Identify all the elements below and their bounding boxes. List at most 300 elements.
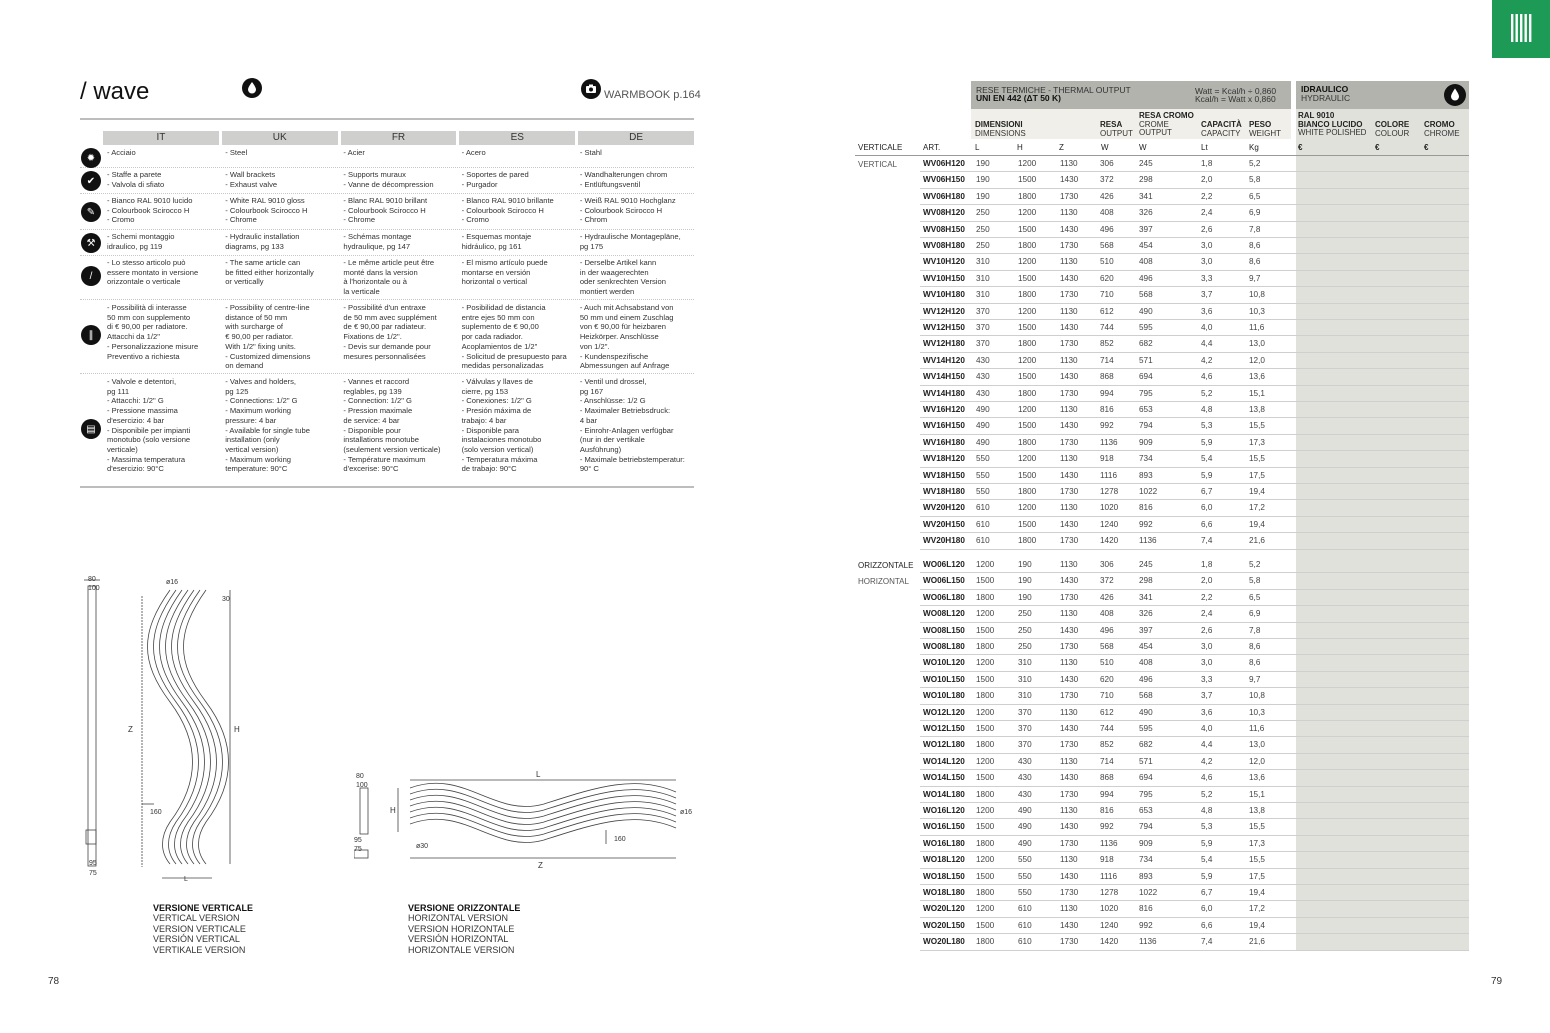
- cell-value: 1200: [976, 609, 995, 619]
- feature-cell: - Lo stesso articolo può essere montato in versione orizzontale o verticale: [107, 258, 199, 287]
- cell-value: 397: [1139, 625, 1153, 635]
- cell-value: 21,6: [1249, 536, 1265, 546]
- article-code: WV08H150: [923, 224, 965, 234]
- cell-value: 6,7: [1201, 487, 1213, 496]
- feature-cell: - Hydraulische Montagepläne, pg 175: [579, 232, 681, 251]
- cell-value: 1430: [1060, 773, 1079, 783]
- caption-line: VERTIKALE VERSION: [153, 944, 246, 955]
- cell-value: 734: [1139, 855, 1153, 865]
- article-code: WO16L180: [923, 838, 965, 848]
- article-code: WV06H150: [923, 175, 965, 185]
- cell-value: 610: [976, 519, 990, 529]
- table-row: [920, 353, 1469, 369]
- cell-value: 13,0: [1249, 740, 1265, 750]
- table-row: [920, 468, 1469, 484]
- cell-value: 568: [1139, 691, 1153, 701]
- article-code: WO12L120: [923, 707, 965, 717]
- cell-value: 13,0: [1249, 339, 1265, 349]
- cell-value: 550: [1018, 871, 1032, 881]
- cell-value: 6,7: [1201, 888, 1213, 897]
- unit-euro: €: [1424, 143, 1429, 152]
- table-row: [920, 803, 1469, 819]
- table-row: [920, 533, 1469, 549]
- cell-value: 6,9: [1249, 208, 1261, 218]
- cell-value: 1200: [976, 756, 995, 766]
- article-code: WO14L180: [923, 789, 965, 799]
- table-row: [920, 836, 1469, 852]
- table-row: [920, 573, 1469, 589]
- dim-diam16: ø16: [166, 579, 179, 586]
- cell-value: 8,6: [1249, 642, 1261, 651]
- header-text: RESE TERMICHE - THERMAL OUTPUT: [976, 85, 1131, 95]
- cell-value: 992: [1100, 421, 1114, 431]
- cell-value: 3,7: [1201, 691, 1213, 701]
- cell-value: 1800: [1018, 536, 1037, 546]
- cell-value: 7,4: [1201, 536, 1213, 546]
- cell-value: 496: [1139, 674, 1153, 684]
- feature-cell: - Derselbe Artikel kann in der waagerechten oder senkrechten Version montiert werden: [579, 258, 666, 297]
- col-dimensions: [975, 121, 1026, 138]
- cell-value: 1278: [1100, 487, 1119, 496]
- cell-value: 1500: [1018, 519, 1037, 529]
- cell-value: 1730: [1060, 339, 1079, 349]
- cell-value: 1730: [1060, 241, 1079, 250]
- cell-value: 1730: [1060, 740, 1079, 750]
- cell-value: 568: [1100, 642, 1114, 651]
- article-code: WV08H180: [923, 241, 965, 250]
- article-code: WO18L120: [923, 855, 965, 865]
- article-code: WV12H150: [923, 323, 965, 332]
- cell-value: 17,3: [1249, 437, 1265, 447]
- cell-value: 11,6: [1249, 323, 1265, 332]
- cell-value: 5,4: [1201, 855, 1213, 865]
- product-title: / wave: [80, 78, 150, 105]
- table-row: [920, 418, 1469, 434]
- feature-cell: - Stahl: [579, 148, 602, 157]
- cell-value: 4,4: [1201, 339, 1213, 349]
- cell-value: 1136: [1139, 536, 1157, 546]
- table-row: [920, 435, 1469, 451]
- table-row: [920, 770, 1469, 786]
- wave-tubes-vertical: [148, 590, 229, 864]
- feature-cell: - Acero: [461, 148, 486, 157]
- dim-z: Z: [538, 861, 543, 870]
- article-code: WO12L180: [923, 740, 965, 750]
- feature-cell: - Schémas montage hydraulique, pg 147: [343, 232, 412, 251]
- cell-value: 15,1: [1249, 388, 1265, 398]
- cell-value: 7,8: [1249, 224, 1261, 234]
- cell-value: 1500: [1018, 224, 1037, 234]
- cell-value: 1200: [976, 904, 995, 914]
- cell-value: 490: [1018, 822, 1032, 832]
- language-header: [103, 131, 694, 145]
- dim-95: 95: [354, 837, 362, 844]
- cell-value: 610: [976, 536, 990, 546]
- cell-value: 1800: [1018, 339, 1037, 349]
- feature-cell: - Blanco RAL 9010 brillante - Colourbook Scirocco H - Cromo: [461, 196, 554, 225]
- feature-cell: - Acciaio: [107, 148, 136, 157]
- cell-value: 2,6: [1201, 625, 1213, 635]
- table-row: [920, 672, 1469, 688]
- article-code: WV16H180: [923, 437, 965, 447]
- table-row: [920, 623, 1469, 639]
- cell-value: 1022: [1139, 487, 1158, 496]
- cell-value: 6,5: [1249, 191, 1261, 201]
- cell-value: 245: [1139, 560, 1153, 569]
- cell-value: 992: [1100, 822, 1114, 832]
- cell-value: 3,7: [1201, 290, 1213, 300]
- article-code: WO06L180: [923, 592, 965, 602]
- cell-value: 490: [976, 405, 990, 414]
- cell-value: 893: [1139, 470, 1153, 480]
- cell-value: 1730: [1060, 290, 1079, 300]
- cell-value: 15,5: [1249, 454, 1265, 464]
- cell-value: 397: [1139, 224, 1153, 234]
- dim-z: Z: [128, 725, 133, 734]
- cell-value: 490: [1139, 707, 1153, 717]
- cell-value: 694: [1139, 372, 1153, 382]
- cell-value: 430: [976, 355, 990, 365]
- cell-value: 1136: [1100, 437, 1118, 447]
- cell-value: 1500: [1018, 421, 1037, 431]
- cell-value: 298: [1139, 576, 1153, 586]
- feature-cell: - Hydraulic installation diagrams, pg 133: [225, 232, 300, 251]
- cell-value: 1420: [1100, 937, 1119, 947]
- feature-cell: - Válvulas y llaves de cierre, pg 153 - Conexiones: 1/2" G - Presión máxima de trabajo: 4 bar - Disponible para instalaciones monotubo (solo version vertical) - Temperatura máxima de trabajo: 90°C: [461, 377, 542, 474]
- cell-value: 1130: [1060, 503, 1078, 513]
- cell-value: 710: [1100, 290, 1114, 300]
- cell-value: 408: [1100, 208, 1114, 218]
- col-label-2: BIANCO LUCIDO: [1298, 119, 1363, 129]
- cell-value: 1430: [1060, 323, 1079, 332]
- dim-100: 100: [88, 585, 100, 592]
- cell-value: 454: [1139, 642, 1153, 651]
- cell-value: 1730: [1060, 437, 1079, 447]
- cell-value: 1730: [1060, 789, 1079, 799]
- feature-cell: - Auch mit Achsabstand von 50 mm und einem Zuschlag von € 90,00 für heizbaren Heizkörper. Anschlüsse von 1/2". - Kundenspezifische Abmessungen auf Anfrage: [579, 303, 674, 371]
- table-row: [920, 869, 1469, 885]
- check-icon: ✔: [81, 171, 101, 191]
- caption-title: VERSIONE VERTICALE: [153, 903, 254, 913]
- feature-row-material: [80, 148, 694, 168]
- article-code: WO20L120: [923, 904, 965, 914]
- cell-value: 2,0: [1201, 175, 1213, 185]
- cell-value: 510: [1100, 658, 1114, 668]
- cell-value: 1430: [1060, 273, 1079, 283]
- cell-value: 15,5: [1249, 855, 1265, 865]
- cell-value: 1200: [1018, 355, 1037, 365]
- dim-80: 80: [356, 773, 364, 780]
- cell-value: 610: [976, 503, 990, 513]
- cell-value: 610: [1018, 920, 1032, 930]
- cell-value: 1430: [1060, 724, 1079, 733]
- article-code: WV20H180: [923, 536, 965, 546]
- unit-l: L: [975, 143, 980, 152]
- units-row: [855, 140, 1469, 156]
- cell-value: 1130: [1060, 756, 1078, 766]
- feature-row-options: [80, 303, 694, 374]
- cell-value: 310: [976, 257, 990, 267]
- cell-value: 710: [1100, 691, 1114, 701]
- caption-line: VERSIÓN HORIZONTAL: [408, 934, 509, 945]
- cell-value: 17,5: [1249, 871, 1265, 881]
- cell-value: 2,4: [1201, 208, 1213, 218]
- cell-value: 868: [1100, 773, 1114, 783]
- feature-row-accessories: [80, 170, 694, 194]
- cell-value: 994: [1100, 388, 1114, 398]
- feature-cell: - Steel: [225, 148, 248, 157]
- table-row: [920, 369, 1469, 385]
- cell-value: 5,2: [1249, 560, 1261, 569]
- cell-value: 795: [1139, 789, 1153, 799]
- caption-title: VERSIONE ORIZZONTALE: [408, 903, 521, 913]
- pipe-icon: ∥: [81, 325, 101, 345]
- cell-value: 510: [1100, 257, 1114, 267]
- cell-value: 370: [976, 323, 990, 332]
- cell-value: 1430: [1060, 625, 1079, 635]
- cell-value: 13,6: [1249, 372, 1265, 382]
- col-colour: [1375, 121, 1409, 138]
- formula: Watt = Kcal/h ÷ 0,860: [1195, 86, 1277, 96]
- cell-value: 490: [976, 421, 990, 431]
- cell-value: 10,8: [1249, 691, 1265, 701]
- book-icon: ▤: [81, 419, 101, 439]
- cell-value: 17,3: [1249, 838, 1265, 848]
- cell-value: 550: [976, 470, 990, 480]
- cell-value: 1800: [1018, 241, 1037, 250]
- feature-cell: - El mismo artículo puede montarse en versión horizontal o vertical: [461, 258, 548, 287]
- cell-value: 1800: [976, 592, 995, 602]
- cell-value: 10,3: [1249, 707, 1265, 717]
- cell-value: 490: [976, 437, 990, 447]
- cell-value: 1200: [976, 658, 995, 668]
- cell-value: 1800: [1018, 191, 1037, 201]
- article-code: WV08H120: [923, 208, 965, 218]
- cell-value: 1130: [1060, 454, 1078, 464]
- unit-euro: €: [1375, 143, 1380, 152]
- cell-value: 1430: [1060, 674, 1079, 684]
- col-label: RESA: [1100, 120, 1123, 129]
- cell-value: 6,6: [1201, 920, 1213, 930]
- cell-value: 571: [1139, 355, 1153, 365]
- dim-h: H: [390, 806, 396, 815]
- cell-value: 794: [1139, 421, 1153, 431]
- col-capacity: [1201, 121, 1242, 138]
- cell-value: 610: [1018, 937, 1032, 947]
- cell-value: 8,6: [1249, 241, 1261, 250]
- col-chrome-output: [1139, 112, 1194, 138]
- table-row: [920, 557, 1469, 573]
- article-code: WV14H150: [923, 372, 965, 382]
- cell-value: 1730: [1060, 388, 1079, 398]
- article-code: WO10L150: [923, 674, 965, 684]
- cell-value: 2,4: [1201, 609, 1213, 619]
- horizontal-label: ORIZZONTALE: [858, 561, 914, 570]
- cell-value: 15,1: [1249, 789, 1265, 799]
- cell-value: 310: [976, 290, 990, 300]
- cell-value: 568: [1139, 290, 1153, 300]
- cell-value: 1800: [976, 937, 995, 947]
- cell-value: 250: [1018, 609, 1032, 619]
- article-code: WV18H150: [923, 470, 965, 480]
- cell-value: 612: [1100, 306, 1114, 316]
- cell-value: 816: [1139, 904, 1153, 914]
- table-row: [920, 688, 1469, 704]
- cell-value: 430: [1018, 789, 1032, 799]
- cell-value: 1730: [1060, 691, 1079, 701]
- feature-cell: - Weiß RAL 9010 Hochglanz - Colourbook Scirocco H - Chrom: [579, 196, 676, 225]
- wave-tubes-horizontal: [410, 783, 676, 842]
- cell-value: 7,4: [1201, 937, 1213, 947]
- cell-value: 1800: [1018, 388, 1037, 398]
- cell-value: 1430: [1060, 519, 1079, 529]
- cell-value: 5,3: [1201, 822, 1213, 832]
- cell-value: 568: [1100, 241, 1114, 250]
- col-label: CROMO: [1424, 120, 1455, 129]
- col-weight: [1249, 121, 1281, 138]
- caption-line: HORIZONTALE VERSION: [408, 944, 515, 955]
- cell-value: 15,5: [1249, 822, 1265, 832]
- header-text: UNI EN 442 (ΔT 50 K): [976, 93, 1061, 103]
- cell-value: 6,0: [1201, 503, 1213, 513]
- cell-value: 5,9: [1201, 838, 1213, 848]
- cell-value: 620: [1100, 273, 1114, 283]
- cell-value: 1200: [976, 855, 995, 865]
- feature-cell: - Valvole e detentori, pg 111 - Attacchi: 1/2" G - Pressione massima d'esercizio: 4 bar - Disponibile per impianti monotubo (solo versione verticale) - Massima temperatura d'esercizio: 90°C: [107, 377, 191, 474]
- article-code: WV20H120: [923, 503, 965, 513]
- cell-value: 918: [1100, 454, 1114, 464]
- dim-h: H: [234, 725, 240, 734]
- cell-value: 1,8: [1201, 159, 1213, 168]
- cell-value: 5,4: [1201, 454, 1213, 464]
- feature-cell: - Possibilité d'un entraxe de 50 mm avec supplément de € 90,00 par radiateur. Fixations de 1/2". - Devis sur demande pour mesures personnalisées: [343, 303, 437, 361]
- thermal-output-header: [971, 81, 1291, 109]
- cell-value: 250: [976, 224, 990, 234]
- horizontal-label-en: HORIZONTAL: [858, 577, 909, 586]
- cell-value: 1130: [1060, 405, 1078, 414]
- wrench-icon: ⚒: [81, 233, 101, 253]
- water-drop-icon: [1444, 84, 1466, 106]
- article-code: WO06L120: [923, 560, 965, 569]
- cell-value: 13,8: [1249, 405, 1265, 414]
- cell-value: 430: [976, 372, 990, 382]
- cell-value: 868: [1100, 372, 1114, 382]
- cell-value: 1730: [1060, 888, 1079, 897]
- table-row: [920, 336, 1469, 352]
- cell-value: 12,0: [1249, 355, 1265, 365]
- cell-value: 5,9: [1201, 470, 1213, 480]
- article-code: WV14H180: [923, 388, 965, 398]
- cell-value: 4,2: [1201, 756, 1213, 766]
- cell-value: 12,0: [1249, 756, 1265, 766]
- cell-value: 852: [1100, 339, 1114, 349]
- article-code: WV16H150: [923, 421, 965, 431]
- cell-value: 21,6: [1249, 937, 1265, 947]
- table-row: [920, 606, 1469, 622]
- vertical-label: VERTICALE: [858, 143, 903, 152]
- caption-line: VERSION HORIZONTALE: [408, 923, 515, 934]
- cell-value: 595: [1139, 323, 1153, 332]
- cell-value: 430: [976, 388, 990, 398]
- cell-value: 5,3: [1201, 421, 1213, 431]
- unit-h: H: [1017, 143, 1023, 152]
- cell-value: 341: [1139, 191, 1153, 201]
- article-code: WV18H180: [923, 487, 965, 496]
- feature-cell: - Wandhalterungen chrom - Entlüftungsventil: [579, 170, 668, 189]
- cell-value: 1022: [1139, 888, 1158, 897]
- cell-value: 571: [1139, 756, 1153, 766]
- article-code: WO18L180: [923, 888, 965, 897]
- hydraulic-header: [1296, 81, 1469, 109]
- cell-value: 190: [976, 175, 990, 185]
- cell-value: 1430: [1060, 224, 1079, 234]
- top-rule: [80, 118, 694, 120]
- col-label-en: DIMENSIONS: [975, 128, 1026, 138]
- feature-cell: - Acier: [343, 148, 365, 157]
- cell-value: 341: [1139, 592, 1153, 602]
- feature-row-orientation: [80, 258, 694, 300]
- bottom-rule: [80, 486, 694, 488]
- cell-value: 550: [976, 487, 990, 496]
- lang-es: ES: [459, 131, 575, 145]
- cell-value: 1130: [1060, 707, 1078, 717]
- table-row: [920, 287, 1469, 303]
- feature-cell: - Supports muraux - Vanne de décompression: [343, 170, 434, 189]
- cell-value: 1130: [1060, 904, 1078, 914]
- cell-value: 6,0: [1201, 904, 1213, 914]
- feature-cell: - Le même article peut être monté dans la version à l'horizontale ou à la verticale: [343, 258, 435, 297]
- cell-value: 1130: [1060, 855, 1078, 865]
- table-row: [920, 271, 1469, 287]
- table-row: [920, 819, 1469, 835]
- cell-value: 1430: [1060, 871, 1079, 881]
- cell-value: 816: [1100, 806, 1114, 815]
- cell-value: 682: [1139, 339, 1153, 349]
- col-label-2: CROME: [1139, 119, 1169, 129]
- cell-value: 6,5: [1249, 592, 1261, 602]
- cell-value: 918: [1100, 855, 1114, 865]
- paint-check-icon: ✎: [81, 202, 101, 222]
- cell-value: 1130: [1060, 208, 1078, 218]
- cell-value: 250: [976, 241, 990, 250]
- cell-value: 1500: [976, 773, 995, 783]
- article-code: WO20L180: [923, 937, 965, 947]
- cell-value: 19,4: [1249, 888, 1265, 897]
- cell-value: 408: [1139, 257, 1153, 267]
- cell-value: 306: [1100, 560, 1114, 569]
- cell-value: 190: [1018, 576, 1032, 586]
- cell-value: 1730: [1060, 838, 1079, 848]
- cell-value: 1130: [1060, 159, 1078, 168]
- cell-value: 3,0: [1201, 241, 1213, 250]
- cell-value: 1500: [976, 871, 995, 881]
- page-number-right: 79: [1491, 976, 1503, 987]
- cell-value: 10,3: [1249, 306, 1265, 316]
- cell-value: 1500: [1018, 372, 1037, 382]
- cell-value: 3,6: [1201, 707, 1213, 717]
- cell-value: 1500: [976, 576, 995, 586]
- cell-value: 430: [1018, 756, 1032, 766]
- vertical-label-en: VERTICAL: [858, 160, 897, 169]
- formula: Kcal/h = Watt x 0,860: [1195, 94, 1276, 104]
- cell-value: 19,4: [1249, 920, 1265, 930]
- article-code: WV06H120: [923, 159, 965, 168]
- table-row: [920, 918, 1469, 934]
- cell-value: 370: [1018, 740, 1032, 750]
- cell-value: 310: [976, 273, 990, 283]
- cell-value: 992: [1139, 519, 1153, 529]
- cell-value: 852: [1100, 740, 1114, 750]
